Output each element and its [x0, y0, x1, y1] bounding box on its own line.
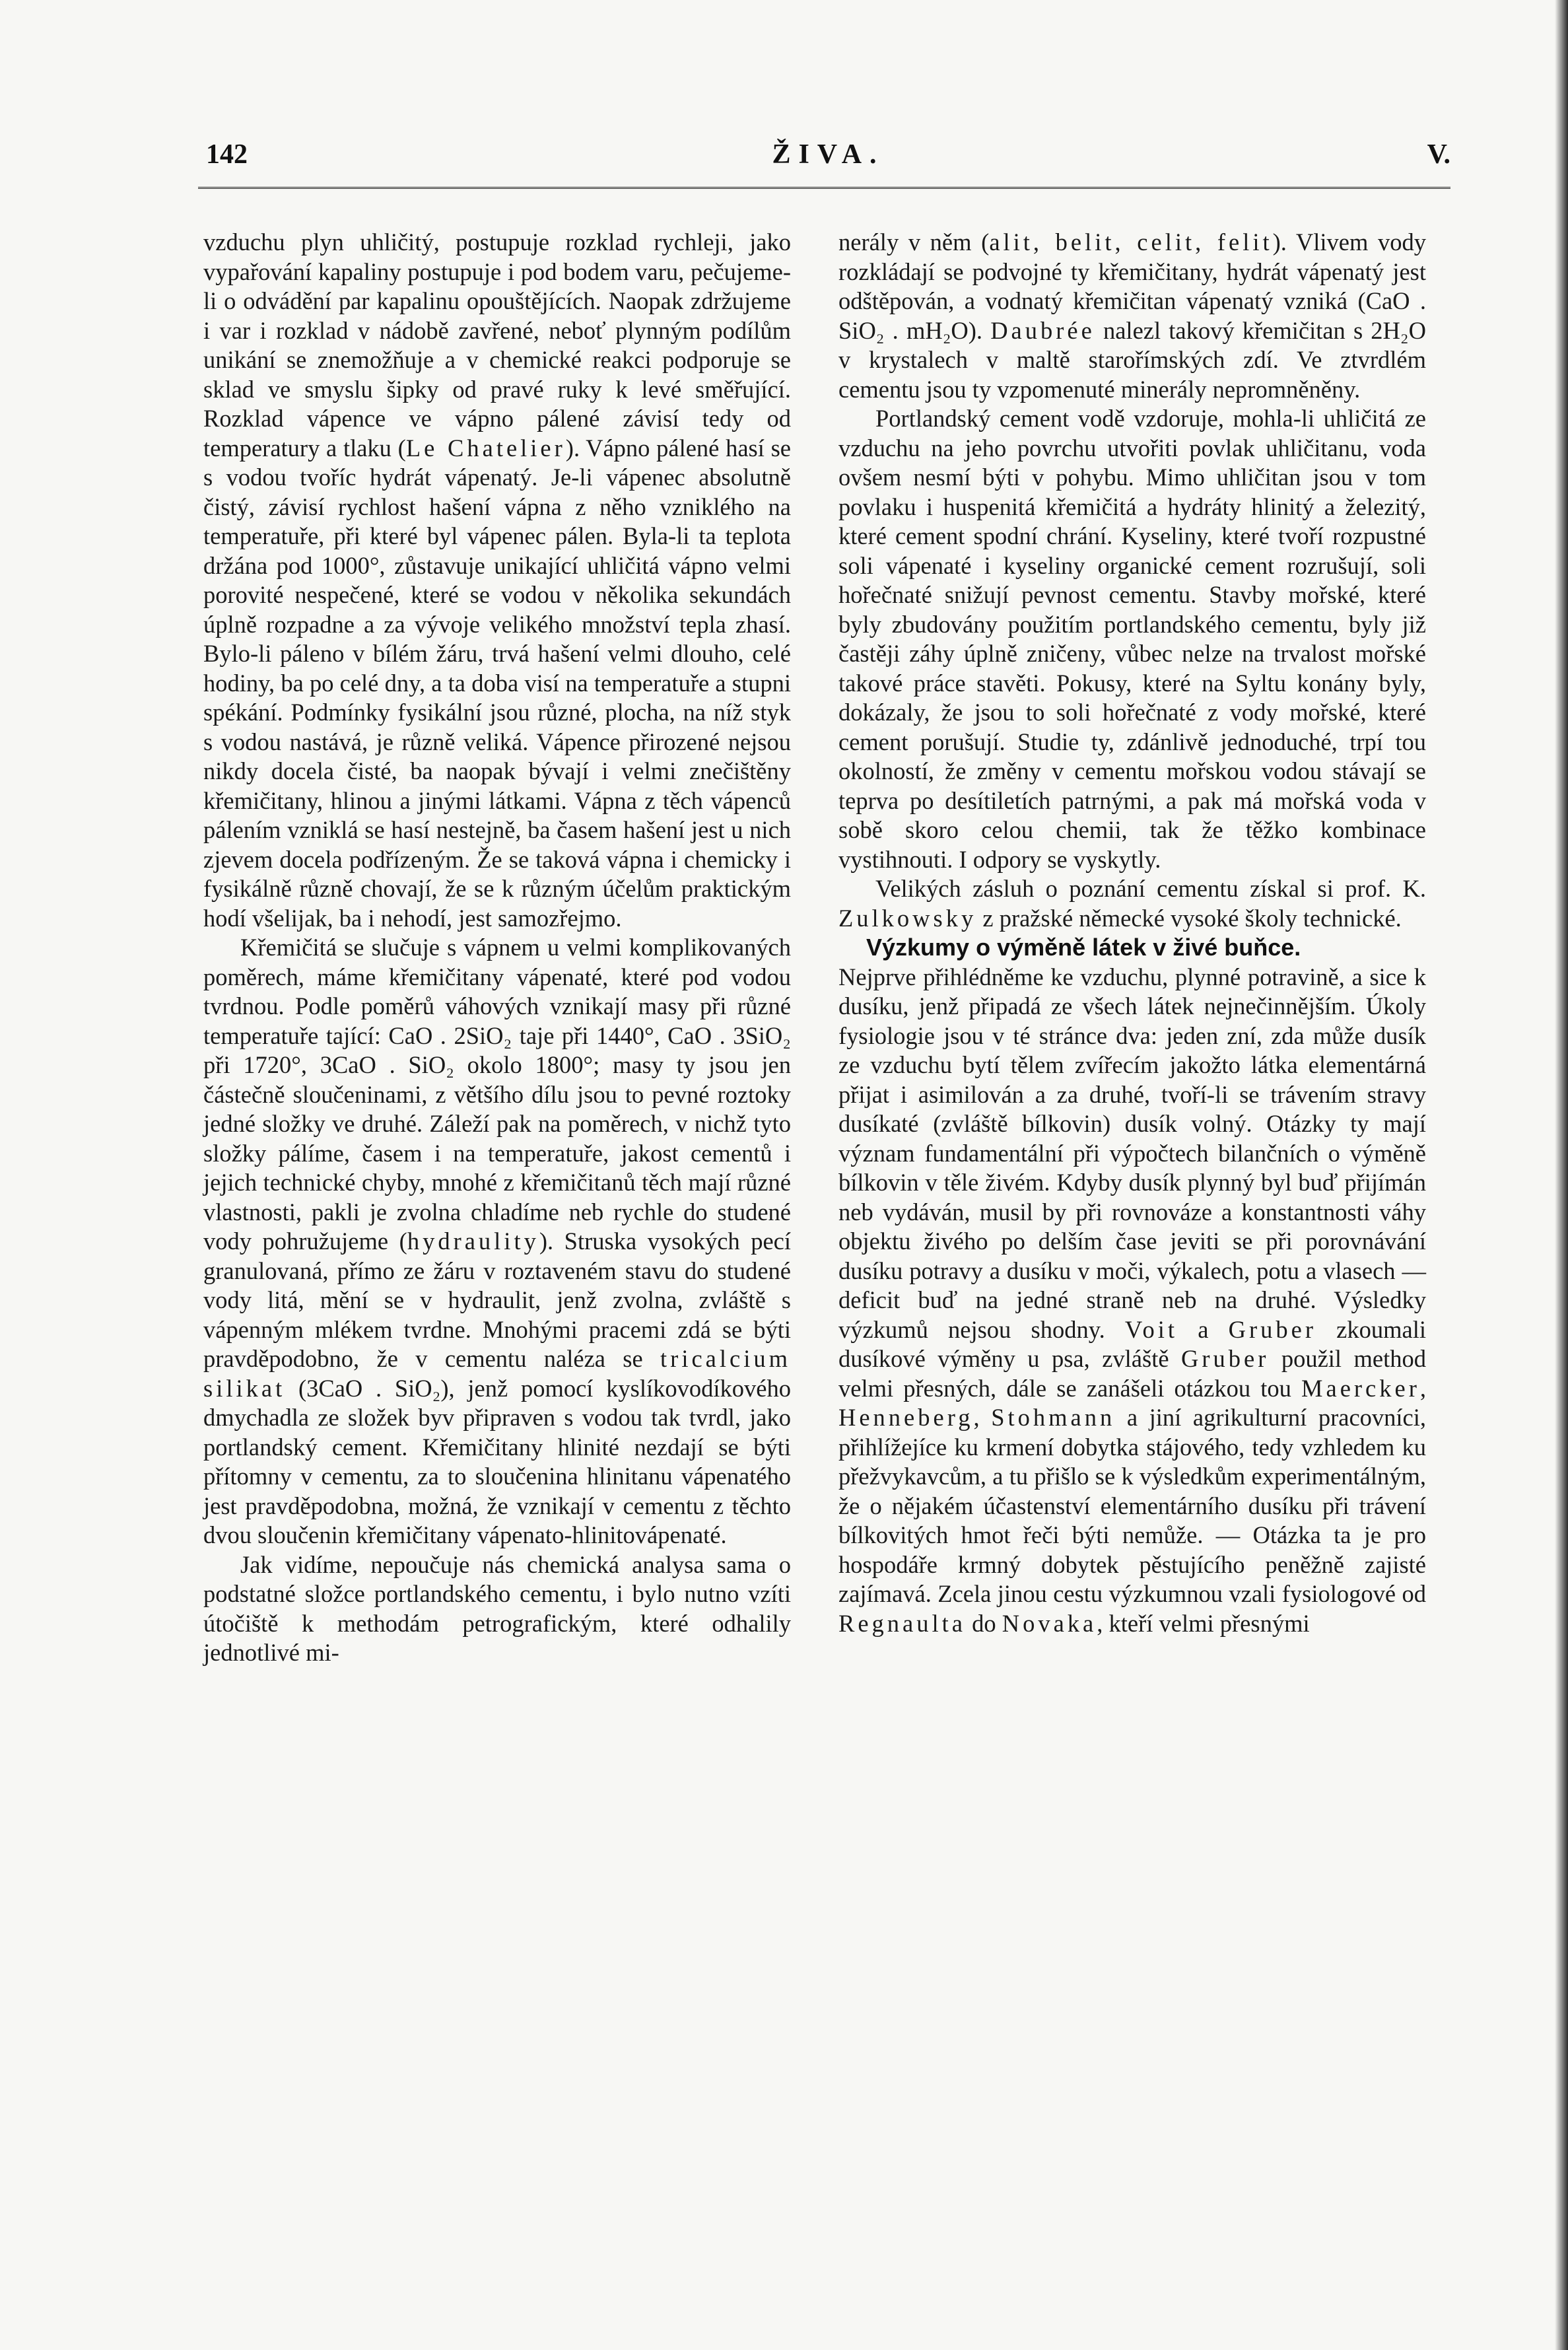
author-name: Daubrée — [990, 316, 1095, 344]
running-header — [206, 139, 1450, 191]
author-name: Voit — [1124, 1315, 1178, 1343]
author-name: Maercker — [1301, 1374, 1420, 1402]
author-name: Regnaulta — [838, 1609, 966, 1637]
journal-title: ŽIVA. — [772, 139, 885, 170]
author-name: Le Chatelier — [405, 434, 566, 462]
author-name: Henneberg — [838, 1404, 974, 1431]
paragraph — [838, 963, 1426, 1639]
author-name: Gruber — [1228, 1315, 1316, 1343]
spaced-term: tricalcium silikat — [203, 1345, 791, 1402]
text-run: a jiní agrikulturní pracovníci, přihlížejíce ku krmení dobytka stájového, tedy vzhledem ku přežvykavcům, a tu přišlo se k výsledkům experimentálným, že o nějakém účastenství elementárního dusíku při trávení bílkovitých hmot řeči býti nemůže. — Otázka ta je pro hospodáře krmný dobytek pěstujícího peněžně zajisté zajímavá. Zcela jinou cestu výzkumnou vzali fysiologové od — [838, 1404, 1427, 1607]
text-run: , kteří velmi přesnými — [1097, 1609, 1310, 1637]
text-run: nerály v něm ( — [838, 228, 990, 256]
paragraph — [838, 228, 1426, 404]
paragraph — [203, 228, 791, 933]
author-name: Novaka — [1002, 1609, 1097, 1637]
paragraph — [203, 933, 791, 1550]
text-run: ). Struska vysokých pecí granulovaná, přímo ze žáru v roztaveném stavu do studené vody litá, mění se v hydraulit, jenž zvolna, zvláště s vápenným mlékem tvrdne. Mnohými pracemi zdá se býti pravděpodobno, že v cementu naléza se — [203, 1227, 791, 1372]
text-run: (3CaO . SiO₂), jenž pomocí kyslíkovodíkového dmychadla ze složek byv připraven s vodou tak tvrdl, jako portlandský cement. Křemičitany hlinité nezdají se býti přítomny v cementu, za to sloučenina hlinitanu vápenatého jest pravděpodobna, možná, že vznikají v cementu z těchto dvou sloučenin křemičitany vápenato-hlinitovápenaté. — [203, 1374, 791, 1548]
paragraph: Portlandský cement vodě vzdoruje, mohla-li uhličitá ze vzduchu na jeho povrchu utvořiti povlak uhličitanu, voda ovšem nesmí býti v pohybu. Mimo uhličitan jsou v tom povlaku i huspenitá křemičitá a hydráty hlinitý a železitý, které cement spodní chrání. Kyseliny, které tvoří rozpustné soli vápenaté i kyseliny organické cement rozrušují, soli hořečnaté snižují pevnost cementu. Stavby mořské, které byly zbudovány použitím portlandského cementu, byly již častěji záhy úplně zničeny, vůbec nelze na trvalost mořské takové práce stavěti. Pokusy, které na Syltu konány byly, dokázaly, že jsou to soli hořečnaté z vody mořské, které cement porušují. Studie ty, zdánlivě jednoduché, trpí tou okolností, že změny v cementu mořskou vodou stávají se teprva po desítiletích patrnými, a pak má mořská voda v sobě skoro celou chemii, tak že těžko kombinace vystihnouti. I odpory se vyskytly. — [838, 405, 1426, 873]
author-name: Gruber — [1181, 1345, 1270, 1372]
text-run: , — [973, 1404, 992, 1431]
text-run: ). Vlivem vody rozkládají se podvojné ty křemičitany, hydrát vápenatý jest odštěpován, a vodnatý křemičitan vápenatý vzniká (CaO . SiO₂ . mH₂O). — [838, 228, 1426, 344]
paragraph: Jak vidíme, nepoučuje nás chemická analysa sama o podstatné složce portlandského cementu, i bylo nutno vzíti útočiště k methodám petrografickým, které odhalily jednotlivé mi- — [203, 1550, 791, 1666]
section-heading: Výzkumy o výměně látek v živé buňce. — [866, 934, 1301, 961]
text-run: a — [1178, 1315, 1229, 1343]
header-rule — [198, 187, 1450, 189]
text-run: vzduchu plyn uhličitý, postupuje rozklad rychleji, jako vypařování kapaliny postupuje i pod bodem varu, pečujeme-li o odvádění par kapalinu opouštějících. Naopak zdržujeme i var i rozklad v nádobě zavřené, neboť plynným podílům unikání se znemožňuje a v chemické reakci podporuje se sklad ve smyslu šipky od pravé ruky k levé směřující. Rozklad vápence ve vápno pálené závisí tedy od temperatury a tlaku ( — [203, 228, 791, 462]
text-run: , — [1419, 1374, 1426, 1402]
text-run: do — [965, 1609, 1002, 1637]
page-edge-shadow — [1555, 0, 1568, 2350]
text-run: nalezl takový křemičitan s 2H₂O v krystalech v maltě starořímských zdí. Ve ztvrdlém cementu jsou ty vzpomenuté minerály nepromněněny. — [838, 316, 1426, 403]
author-name: Stohmann — [991, 1404, 1116, 1431]
text-run: Křemičitá se slučuje s vápnem u velmi komplikovaných poměrech, máme křemičitany vápenaté, které pod vodou tvrdnou. Podle poměrů váhových vznikají masy při různé temperatuře tající: CaO . 2SiO₂ taje při 1440°, CaO . 3SiO₂ při 1720°, 3CaO . SiO₂ okolo 1800°; masy ty jsou jen částečně sloučeninami, z většího dílu jsou to pevné roztoky jedné složky ve druhé. Záleží pak na poměrech, v nichž tyto složky pálíme, časem i na temperatuře, jakost cementů i jejich technické chyby, mnohé z křemičitanů těch mají různé vlastnosti, pakli je zvolna chladíme neb rychle do studené vody pohružujeme ( — [203, 934, 791, 1255]
text-run: použil method velmi přesných, dále se zanášeli otázkou tou — [838, 1345, 1426, 1402]
paragraph — [838, 874, 1426, 933]
text-run: Nejprve přihlédněme ke vzduchu, plynné potravině, a sice k dusíku, jenž připadá ze všech látek nejnečinnějším. Úkoly fysiologie jsou v té stránce dva: jeden zní, zda může dusík ze vzduchu bytí tělem zvířecím jakožto látka elementárná přijat i asimilován a za druhé, tvoří-li se trávením stravy dusíkaté (zvláště bílkovin) dusík volný. Otázky ty mají význam fundamentální při výpočtech bilančních o výměně bílkovin v těle živém. Kdyby dusík plynný byl buď přijímán neb vydáván, musil by při rovnováze a konstantnosti váhy objektu živého po delším čase jeviti se při porovnávání dusíku potravy a dusíku v moči, výkalech, potu a vlasech — deficit buď na jedné straně neb na druhé. Výsledky výzkumů nejsou shodny. — [838, 963, 1426, 1343]
page-number: 142 — [206, 139, 248, 170]
text-run: Velikých zásluh o poznání cementu získal si prof. K. — [875, 875, 1426, 902]
spaced-term: alit, belit, celit, felit — [989, 228, 1273, 256]
text-run: z pražské německé vysoké školy technické. — [976, 904, 1402, 932]
text-run: ). Vápno pálené hasí se s vodou tvoříc hydrát vápenatý. Je-li vápenec absolutně čistý, závisí rychlost hašení vápna z něho vzniklého na temperatuře, při které byl vápenec pálen. Byla-li ta teplota držána pod 1000°, zůstavuje unikající uhličitá vápno velmi porovité nespečené, které se vodou v několika sekundách úplně rozpadne a za vývoje velikého množství tepla zhasí. Bylo-li páleno v bílém žáru, trvá hašení velmi dlouho, celé hodiny, ba po celé dny, a ta doba visí na temperatuře a stupni spékání. Podmínky fysikální jsou různé, plocha, na níž styk s vodou nastává, je různě veliká. Vápence přirozené nejsou nikdy docela čisté, ba naopak bývají i velmi znečištěny křemičitany, hlinou a jinými látkami. Vápna z těch vápenců pálením vzniklá se hasí nestejně, ba časem hašení jest u nich zjevem docela podřízeným. Že se taková vápna i chemicky i fysikálně různě chovají, že se k různým účelům praktickým hodí všelijak, ba i nehodí, jest samozřejmo. — [203, 434, 792, 932]
left-column — [203, 228, 791, 1668]
volume-number: V. — [1427, 139, 1450, 170]
right-column — [838, 228, 1426, 1638]
author-name: Zulkowsky — [838, 904, 977, 932]
spaced-term: hydraulity — [407, 1227, 539, 1255]
text-run: zkoumali dusíkové výměny u psa, zvláště — [838, 1315, 1426, 1372]
